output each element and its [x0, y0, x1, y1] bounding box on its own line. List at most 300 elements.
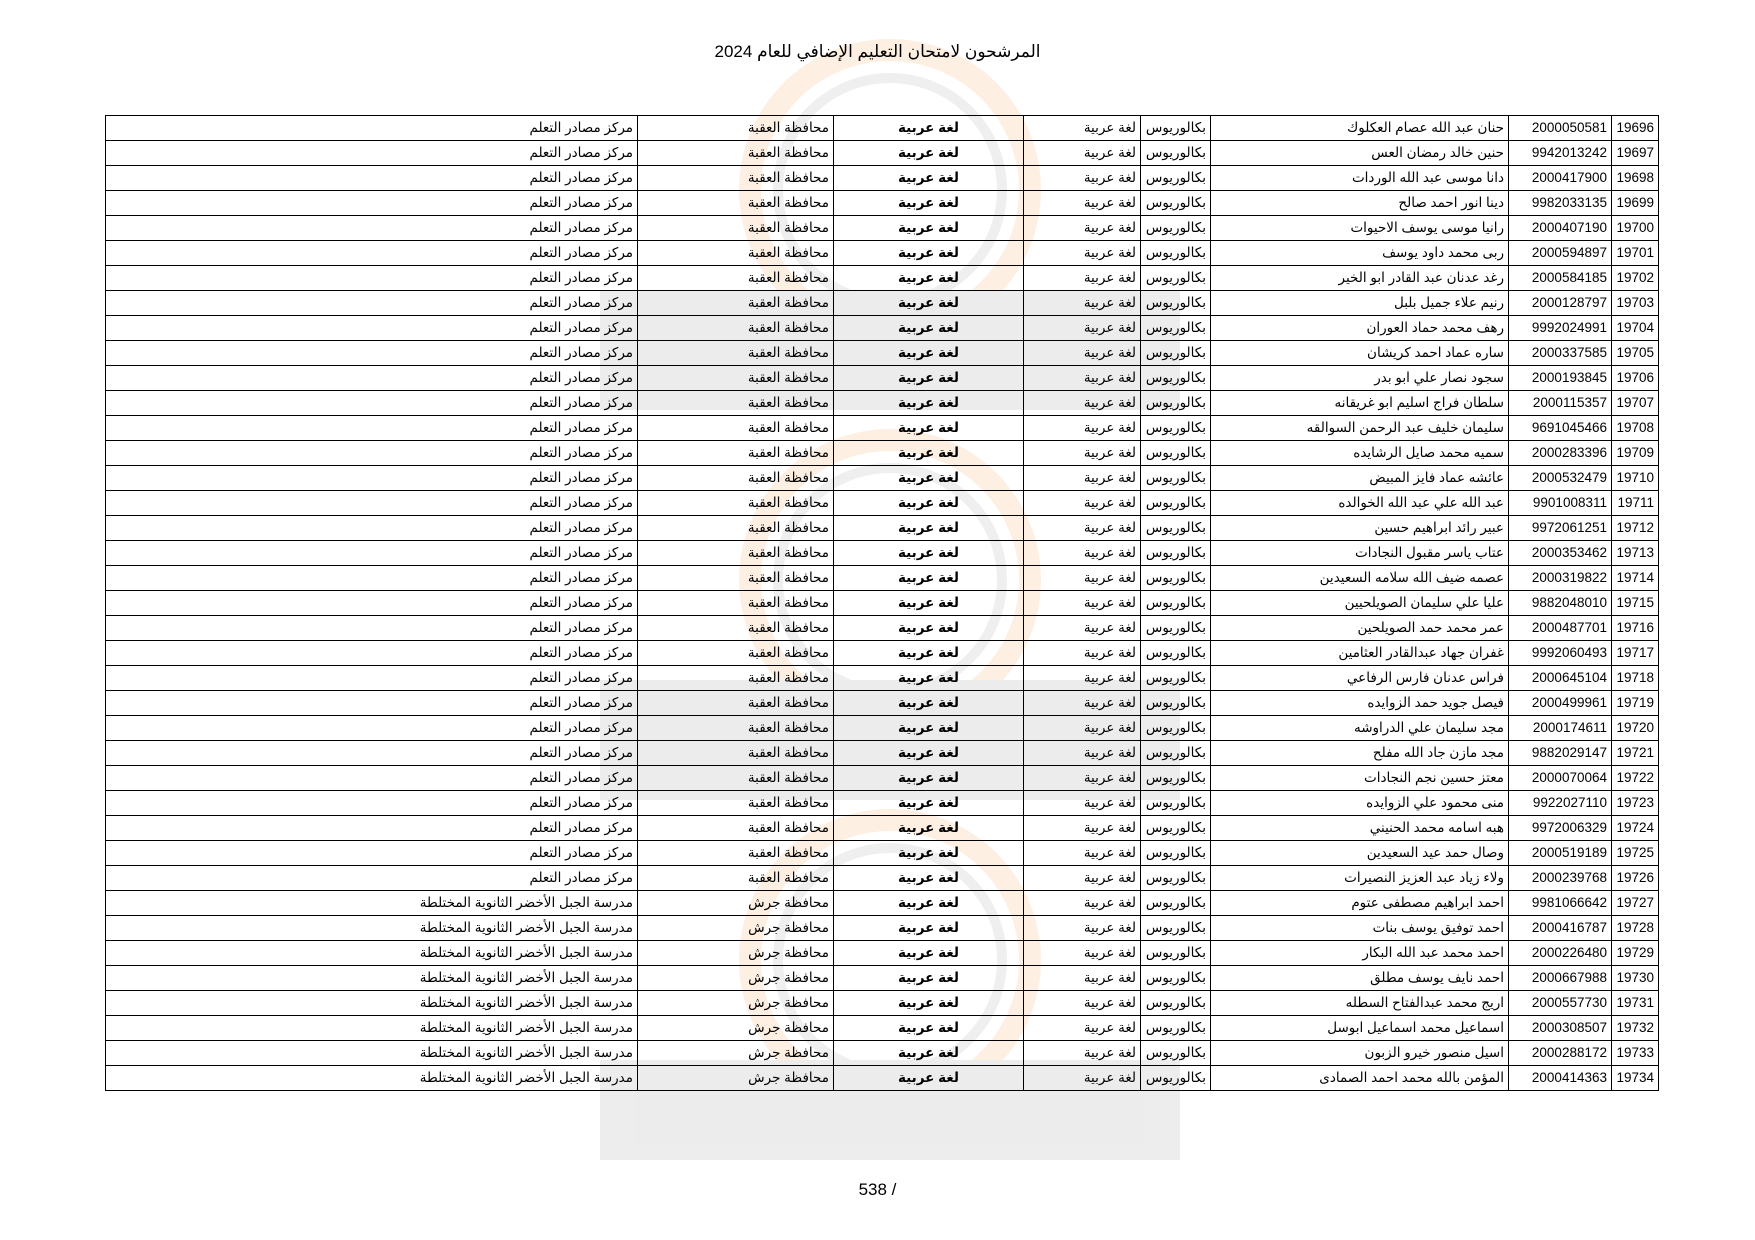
exam-center-cell: مركز مصادر التعلم	[106, 616, 638, 641]
certificate-cell: بكالوريوس	[1141, 141, 1211, 166]
table-row	[106, 366, 1659, 391]
governorate-cell: محافظة العقبة	[638, 616, 834, 641]
national-id-cell: 2000532479	[1509, 466, 1612, 491]
national-id-cell: 2000487701	[1509, 616, 1612, 641]
candidate-name-cell: ربى محمد داود يوسف	[1211, 241, 1509, 266]
specialization-cell: لغة عربية	[1024, 341, 1141, 366]
governorate-cell: محافظة العقبة	[638, 866, 834, 891]
national-id-cell: 2000645104	[1509, 666, 1612, 691]
seat-number-cell: 19709	[1612, 441, 1659, 466]
exam-center-cell: مركز مصادر التعلم	[106, 341, 638, 366]
exam-center-cell: مركز مصادر التعلم	[106, 666, 638, 691]
specialization-cell: لغة عربية	[1024, 541, 1141, 566]
specialization-cell: لغة عربية	[1024, 441, 1141, 466]
seat-number-cell: 19721	[1612, 741, 1659, 766]
candidate-name-cell: وصال حمد عيد السعيدين	[1211, 841, 1509, 866]
governorate-cell: محافظة العقبة	[638, 466, 834, 491]
certificate-cell: بكالوريوس	[1141, 791, 1211, 816]
exam-center-cell: مركز مصادر التعلم	[106, 191, 638, 216]
national-id-cell: 2000174611	[1509, 716, 1612, 741]
exam-subject-cell: لغة عربية	[834, 841, 1024, 866]
governorate-cell: محافظة العقبة	[638, 541, 834, 566]
candidate-name-cell: عبير رائد ابراهيم حسين	[1211, 516, 1509, 541]
certificate-cell: بكالوريوس	[1141, 391, 1211, 416]
specialization-cell: لغة عربية	[1024, 266, 1141, 291]
exam-center-cell: مركز مصادر التعلم	[106, 591, 638, 616]
national-id-cell: 2000128797	[1509, 291, 1612, 316]
governorate-cell: محافظة العقبة	[638, 141, 834, 166]
governorate-cell: محافظة العقبة	[638, 841, 834, 866]
seat-number-cell: 19730	[1612, 966, 1659, 991]
specialization-cell: لغة عربية	[1024, 966, 1141, 991]
governorate-cell: محافظة العقبة	[638, 491, 834, 516]
specialization-cell: لغة عربية	[1024, 1016, 1141, 1041]
exam-center-cell: مركز مصادر التعلم	[106, 416, 638, 441]
exam-subject-cell: لغة عربية	[834, 641, 1024, 666]
specialization-cell: لغة عربية	[1024, 391, 1141, 416]
certificate-cell: بكالوريوس	[1141, 416, 1211, 441]
governorate-cell: محافظة العقبة	[638, 791, 834, 816]
certificate-cell: بكالوريوس	[1141, 241, 1211, 266]
exam-center-cell: مدرسة الجبل الأخضر الثانوية المختلطة	[106, 991, 638, 1016]
exam-subject-cell: لغة عربية	[834, 466, 1024, 491]
seat-number-cell: 19704	[1612, 316, 1659, 341]
specialization-cell: لغة عربية	[1024, 191, 1141, 216]
national-id-cell: 2000283396	[1509, 441, 1612, 466]
national-id-cell: 2000499961	[1509, 691, 1612, 716]
specialization-cell: لغة عربية	[1024, 316, 1141, 341]
table-row	[106, 791, 1659, 816]
certificate-cell: بكالوريوس	[1141, 891, 1211, 916]
table-row	[106, 1066, 1659, 1091]
specialization-cell: لغة عربية	[1024, 841, 1141, 866]
exam-subject-cell: لغة عربية	[834, 1041, 1024, 1066]
candidate-name-cell: المؤمن بالله محمد احمد الصمادى	[1211, 1066, 1509, 1091]
seat-number-cell: 19729	[1612, 941, 1659, 966]
candidate-name-cell: اسيل منصور خيرو الزبون	[1211, 1041, 1509, 1066]
seat-number-cell: 19724	[1612, 816, 1659, 841]
governorate-cell: محافظة العقبة	[638, 391, 834, 416]
seat-number-cell: 19715	[1612, 591, 1659, 616]
table-row	[106, 466, 1659, 491]
certificate-cell: بكالوريوس	[1141, 466, 1211, 491]
national-id-cell: 9992024991	[1509, 316, 1612, 341]
specialization-cell: لغة عربية	[1024, 866, 1141, 891]
national-id-cell: 9901008311	[1509, 491, 1612, 516]
specialization-cell: لغة عربية	[1024, 491, 1141, 516]
exam-subject-cell: لغة عربية	[834, 191, 1024, 216]
candidate-name-cell: عمر محمد حمد الصويلحين	[1211, 616, 1509, 641]
seat-number-cell: 19717	[1612, 641, 1659, 666]
governorate-cell: محافظة العقبة	[638, 241, 834, 266]
national-id-cell: 2000319822	[1509, 566, 1612, 591]
governorate-cell: محافظة العقبة	[638, 741, 834, 766]
table-row	[106, 166, 1659, 191]
governorate-cell: محافظة جرش	[638, 916, 834, 941]
governorate-cell: محافظة جرش	[638, 991, 834, 1016]
exam-subject-cell: لغة عربية	[834, 116, 1024, 141]
national-id-cell: 2000337585	[1509, 341, 1612, 366]
specialization-cell: لغة عربية	[1024, 141, 1141, 166]
table-row	[106, 891, 1659, 916]
governorate-cell: محافظة جرش	[638, 1041, 834, 1066]
exam-subject-cell: لغة عربية	[834, 916, 1024, 941]
national-id-cell: 9882029147	[1509, 741, 1612, 766]
governorate-cell: محافظة العقبة	[638, 216, 834, 241]
seat-number-cell: 19710	[1612, 466, 1659, 491]
seat-number-cell: 19718	[1612, 666, 1659, 691]
table-row	[106, 691, 1659, 716]
seat-number-cell: 19734	[1612, 1066, 1659, 1091]
seat-number-cell: 19720	[1612, 716, 1659, 741]
national-id-cell: 2000115357	[1509, 391, 1612, 416]
exam-subject-cell: لغة عربية	[834, 241, 1024, 266]
governorate-cell: محافظة العقبة	[638, 441, 834, 466]
national-id-cell: 2000239768	[1509, 866, 1612, 891]
seat-number-cell: 19711	[1612, 491, 1659, 516]
exam-subject-cell: لغة عربية	[834, 941, 1024, 966]
specialization-cell: لغة عربية	[1024, 166, 1141, 191]
specialization-cell: لغة عربية	[1024, 991, 1141, 1016]
exam-center-cell: مركز مصادر التعلم	[106, 391, 638, 416]
national-id-cell: 2000226480	[1509, 941, 1612, 966]
candidate-name-cell: سجود نصار علي ابو بدر	[1211, 366, 1509, 391]
candidate-name-cell: احمد نايف يوسف مطلق	[1211, 966, 1509, 991]
exam-center-cell: مركز مصادر التعلم	[106, 316, 638, 341]
candidate-name-cell: سلطان فراج اسليم ابو غريقانه	[1211, 391, 1509, 416]
specialization-cell: لغة عربية	[1024, 1041, 1141, 1066]
exam-subject-cell: لغة عربية	[834, 566, 1024, 591]
exam-center-cell: مدرسة الجبل الأخضر الثانوية المختلطة	[106, 1016, 638, 1041]
exam-subject-cell: لغة عربية	[834, 791, 1024, 816]
table-row	[106, 916, 1659, 941]
specialization-cell: لغة عربية	[1024, 566, 1141, 591]
seat-number-cell: 19723	[1612, 791, 1659, 816]
certificate-cell: بكالوريوس	[1141, 116, 1211, 141]
exam-subject-cell: لغة عربية	[834, 416, 1024, 441]
seat-number-cell: 19707	[1612, 391, 1659, 416]
exam-subject-cell: لغة عربية	[834, 741, 1024, 766]
exam-center-cell: مركز مصادر التعلم	[106, 691, 638, 716]
candidate-name-cell: رنيم علاء جميل بلبل	[1211, 291, 1509, 316]
certificate-cell: بكالوريوس	[1141, 666, 1211, 691]
certificate-cell: بكالوريوس	[1141, 166, 1211, 191]
exam-subject-cell: لغة عربية	[834, 491, 1024, 516]
specialization-cell: لغة عربية	[1024, 366, 1141, 391]
specialization-cell: لغة عربية	[1024, 216, 1141, 241]
seat-number-cell: 19698	[1612, 166, 1659, 191]
governorate-cell: محافظة جرش	[638, 891, 834, 916]
national-id-cell: 9981066642	[1509, 891, 1612, 916]
candidate-name-cell: ولاء زياد عبد العزيز النصيرات	[1211, 866, 1509, 891]
table-row	[106, 641, 1659, 666]
table-row	[106, 441, 1659, 466]
table-row	[106, 866, 1659, 891]
governorate-cell: محافظة العقبة	[638, 166, 834, 191]
seat-number-cell: 19733	[1612, 1041, 1659, 1066]
governorate-cell: محافظة العقبة	[638, 291, 834, 316]
governorate-cell: محافظة العقبة	[638, 191, 834, 216]
certificate-cell: بكالوريوس	[1141, 991, 1211, 1016]
certificate-cell: بكالوريوس	[1141, 741, 1211, 766]
candidate-name-cell: سميه محمد صايل الرشايده	[1211, 441, 1509, 466]
exam-subject-cell: لغة عربية	[834, 966, 1024, 991]
exam-subject-cell: لغة عربية	[834, 391, 1024, 416]
candidate-name-cell: منى محمود علي الزوايده	[1211, 791, 1509, 816]
governorate-cell: محافظة العقبة	[638, 766, 834, 791]
seat-number-cell: 19700	[1612, 216, 1659, 241]
exam-subject-cell: لغة عربية	[834, 541, 1024, 566]
certificate-cell: بكالوريوس	[1141, 441, 1211, 466]
exam-center-cell: مدرسة الجبل الأخضر الثانوية المختلطة	[106, 1066, 638, 1091]
governorate-cell: محافظة العقبة	[638, 366, 834, 391]
exam-center-cell: مركز مصادر التعلم	[106, 516, 638, 541]
specialization-cell: لغة عربية	[1024, 891, 1141, 916]
exam-center-cell: مركز مصادر التعلم	[106, 291, 638, 316]
exam-subject-cell: لغة عربية	[834, 1066, 1024, 1091]
certificate-cell: بكالوريوس	[1141, 866, 1211, 891]
certificate-cell: بكالوريوس	[1141, 766, 1211, 791]
table-row	[106, 716, 1659, 741]
page-title: المرشحون لامتحان التعليم الإضافي للعام 2024	[714, 42, 1041, 61]
specialization-cell: لغة عربية	[1024, 816, 1141, 841]
exam-center-cell: مدرسة الجبل الأخضر الثانوية المختلطة	[106, 966, 638, 991]
certificate-cell: بكالوريوس	[1141, 591, 1211, 616]
governorate-cell: محافظة العقبة	[638, 116, 834, 141]
certificate-cell: بكالوريوس	[1141, 566, 1211, 591]
table-row	[106, 216, 1659, 241]
exam-center-cell: مركز مصادر التعلم	[106, 716, 638, 741]
governorate-cell: محافظة العقبة	[638, 416, 834, 441]
exam-subject-cell: لغة عربية	[834, 816, 1024, 841]
national-id-cell: 2000417900	[1509, 166, 1612, 191]
exam-subject-cell: لغة عربية	[834, 666, 1024, 691]
seat-number-cell: 19719	[1612, 691, 1659, 716]
table-row	[106, 1041, 1659, 1066]
governorate-cell: محافظة جرش	[638, 966, 834, 991]
seat-number-cell: 19696	[1612, 116, 1659, 141]
table-row	[106, 941, 1659, 966]
exam-center-cell: مركز مصادر التعلم	[106, 441, 638, 466]
specialization-cell: لغة عربية	[1024, 691, 1141, 716]
seat-number-cell: 19703	[1612, 291, 1659, 316]
governorate-cell: محافظة جرش	[638, 941, 834, 966]
certificate-cell: بكالوريوس	[1141, 491, 1211, 516]
national-id-cell: 2000070064	[1509, 766, 1612, 791]
exam-center-cell: مركز مصادر التعلم	[106, 466, 638, 491]
candidate-name-cell: رغد عدنان عبد القادر ابو الخير	[1211, 266, 1509, 291]
governorate-cell: محافظة العقبة	[638, 816, 834, 841]
specialization-cell: لغة عربية	[1024, 241, 1141, 266]
seat-number-cell: 19702	[1612, 266, 1659, 291]
seat-number-cell: 19728	[1612, 916, 1659, 941]
exam-center-cell: مركز مصادر التعلم	[106, 366, 638, 391]
specialization-cell: لغة عربية	[1024, 666, 1141, 691]
specialization-cell: لغة عربية	[1024, 941, 1141, 966]
exam-subject-cell: لغة عربية	[834, 616, 1024, 641]
table-row	[106, 741, 1659, 766]
table-row	[106, 541, 1659, 566]
table-row	[106, 191, 1659, 216]
certificate-cell: بكالوريوس	[1141, 691, 1211, 716]
national-id-cell: 9982033135	[1509, 191, 1612, 216]
table-row	[106, 816, 1659, 841]
exam-subject-cell: لغة عربية	[834, 291, 1024, 316]
governorate-cell: محافظة العقبة	[638, 266, 834, 291]
seat-number-cell: 19725	[1612, 841, 1659, 866]
exam-subject-cell: لغة عربية	[834, 991, 1024, 1016]
national-id-cell: 9942013242	[1509, 141, 1612, 166]
seat-number-cell: 19727	[1612, 891, 1659, 916]
exam-center-cell: مركز مصادر التعلم	[106, 741, 638, 766]
national-id-cell: 2000416787	[1509, 916, 1612, 941]
specialization-cell: لغة عربية	[1024, 791, 1141, 816]
table-row	[106, 241, 1659, 266]
page-number: 538 /	[858, 1180, 897, 1199]
candidate-name-cell: اسماعيل محمد اسماعيل ابوسل	[1211, 1016, 1509, 1041]
table-row	[106, 316, 1659, 341]
candidate-name-cell: معتز حسين نجم النجادات	[1211, 766, 1509, 791]
national-id-cell: 2000519189	[1509, 841, 1612, 866]
exam-subject-cell: لغة عربية	[834, 891, 1024, 916]
seat-number-cell: 19705	[1612, 341, 1659, 366]
candidate-name-cell: احمد ابراهيم مصطفى عتوم	[1211, 891, 1509, 916]
certificate-cell: بكالوريوس	[1141, 341, 1211, 366]
seat-number-cell: 19713	[1612, 541, 1659, 566]
candidate-name-cell: احمد توفيق يوسف بنات	[1211, 916, 1509, 941]
exam-center-cell: مركز مصادر التعلم	[106, 116, 638, 141]
table-row	[106, 116, 1659, 141]
exam-subject-cell: لغة عربية	[834, 691, 1024, 716]
candidate-name-cell: حنان عبد الله عصام العكلوك	[1211, 116, 1509, 141]
candidate-name-cell: دانا موسى عبد الله الوردات	[1211, 166, 1509, 191]
seat-number-cell: 19732	[1612, 1016, 1659, 1041]
national-id-cell: 2000193845	[1509, 366, 1612, 391]
exam-center-cell: مركز مصادر التعلم	[106, 816, 638, 841]
governorate-cell: محافظة جرش	[638, 1016, 834, 1041]
seat-number-cell: 19722	[1612, 766, 1659, 791]
certificate-cell: بكالوريوس	[1141, 216, 1211, 241]
specialization-cell: لغة عربية	[1024, 466, 1141, 491]
seat-number-cell: 19714	[1612, 566, 1659, 591]
certificate-cell: بكالوريوس	[1141, 291, 1211, 316]
exam-center-cell: مركز مصادر التعلم	[106, 141, 638, 166]
specialization-cell: لغة عربية	[1024, 641, 1141, 666]
table-row	[106, 666, 1659, 691]
certificate-cell: بكالوريوس	[1141, 716, 1211, 741]
exam-subject-cell: لغة عربية	[834, 766, 1024, 791]
national-id-cell: 2000353462	[1509, 541, 1612, 566]
candidate-name-cell: غفران جهاد عبدالقادر العثامين	[1211, 641, 1509, 666]
seat-number-cell: 19706	[1612, 366, 1659, 391]
national-id-cell: 9972006329	[1509, 816, 1612, 841]
certificate-cell: بكالوريوس	[1141, 966, 1211, 991]
specialization-cell: لغة عربية	[1024, 1066, 1141, 1091]
national-id-cell: 2000308507	[1509, 1016, 1612, 1041]
specialization-cell: لغة عربية	[1024, 116, 1141, 141]
table-row	[106, 291, 1659, 316]
national-id-cell: 2000050581	[1509, 116, 1612, 141]
exam-center-cell: مركز مصادر التعلم	[106, 541, 638, 566]
exam-subject-cell: لغة عربية	[834, 441, 1024, 466]
candidate-name-cell: ساره عماد احمد كريشان	[1211, 341, 1509, 366]
table-row	[106, 966, 1659, 991]
certificate-cell: بكالوريوس	[1141, 366, 1211, 391]
specialization-cell: لغة عربية	[1024, 516, 1141, 541]
certificate-cell: بكالوريوس	[1141, 316, 1211, 341]
exam-subject-cell: لغة عربية	[834, 716, 1024, 741]
seat-number-cell: 19716	[1612, 616, 1659, 641]
national-id-cell: 2000557730	[1509, 991, 1612, 1016]
exam-subject-cell: لغة عربية	[834, 866, 1024, 891]
national-id-cell: 9992060493	[1509, 641, 1612, 666]
governorate-cell: محافظة العقبة	[638, 591, 834, 616]
table-row	[106, 591, 1659, 616]
candidate-name-cell: عائشه عماد فايز المبيض	[1211, 466, 1509, 491]
governorate-cell: محافظة العقبة	[638, 516, 834, 541]
exam-center-cell: مركز مصادر التعلم	[106, 216, 638, 241]
seat-number-cell: 19701	[1612, 241, 1659, 266]
candidate-name-cell: رهف محمد حماد العوران	[1211, 316, 1509, 341]
table-row	[106, 616, 1659, 641]
exam-center-cell: مركز مصادر التعلم	[106, 241, 638, 266]
candidate-name-cell: فراس عدنان فارس الرفاعي	[1211, 666, 1509, 691]
certificate-cell: بكالوريوس	[1141, 941, 1211, 966]
table-row	[106, 566, 1659, 591]
governorate-cell: محافظة العقبة	[638, 641, 834, 666]
exam-center-cell: مركز مصادر التعلم	[106, 641, 638, 666]
specialization-cell: لغة عربية	[1024, 616, 1141, 641]
specialization-cell: لغة عربية	[1024, 416, 1141, 441]
candidate-name-cell: مجد سليمان علي الدراوشه	[1211, 716, 1509, 741]
governorate-cell: محافظة العقبة	[638, 716, 834, 741]
exam-subject-cell: لغة عربية	[834, 366, 1024, 391]
table-row	[106, 341, 1659, 366]
national-id-cell: 2000288172	[1509, 1041, 1612, 1066]
seat-number-cell: 19726	[1612, 866, 1659, 891]
exam-subject-cell: لغة عربية	[834, 516, 1024, 541]
candidate-name-cell: عتاب ياسر مقبول النجادات	[1211, 541, 1509, 566]
exam-center-cell: مركز مصادر التعلم	[106, 866, 638, 891]
table-row	[106, 841, 1659, 866]
national-id-cell: 2000414363	[1509, 1066, 1612, 1091]
specialization-cell: لغة عربية	[1024, 916, 1141, 941]
national-id-cell: 2000667988	[1509, 966, 1612, 991]
table-row	[106, 391, 1659, 416]
seat-number-cell: 19731	[1612, 991, 1659, 1016]
exam-subject-cell: لغة عربية	[834, 591, 1024, 616]
exam-subject-cell: لغة عربية	[834, 266, 1024, 291]
candidates-table	[105, 115, 1659, 1091]
exam-subject-cell: لغة عربية	[834, 316, 1024, 341]
exam-subject-cell: لغة عربية	[834, 216, 1024, 241]
national-id-cell: 9882048010	[1509, 591, 1612, 616]
seat-number-cell: 19712	[1612, 516, 1659, 541]
certificate-cell: بكالوريوس	[1141, 1066, 1211, 1091]
exam-center-cell: مركز مصادر التعلم	[106, 841, 638, 866]
certificate-cell: بكالوريوس	[1141, 641, 1211, 666]
national-id-cell: 9972061251	[1509, 516, 1612, 541]
exam-center-cell: مركز مصادر التعلم	[106, 491, 638, 516]
exam-subject-cell: لغة عربية	[834, 341, 1024, 366]
exam-center-cell: مدرسة الجبل الأخضر الثانوية المختلطة	[106, 891, 638, 916]
national-id-cell: 9691045466	[1509, 416, 1612, 441]
exam-subject-cell: لغة عربية	[834, 141, 1024, 166]
exam-center-cell: مركز مصادر التعلم	[106, 566, 638, 591]
governorate-cell: محافظة العقبة	[638, 666, 834, 691]
specialization-cell: لغة عربية	[1024, 766, 1141, 791]
candidate-name-cell: عصمه ضيف الله سلامه السعيدين	[1211, 566, 1509, 591]
